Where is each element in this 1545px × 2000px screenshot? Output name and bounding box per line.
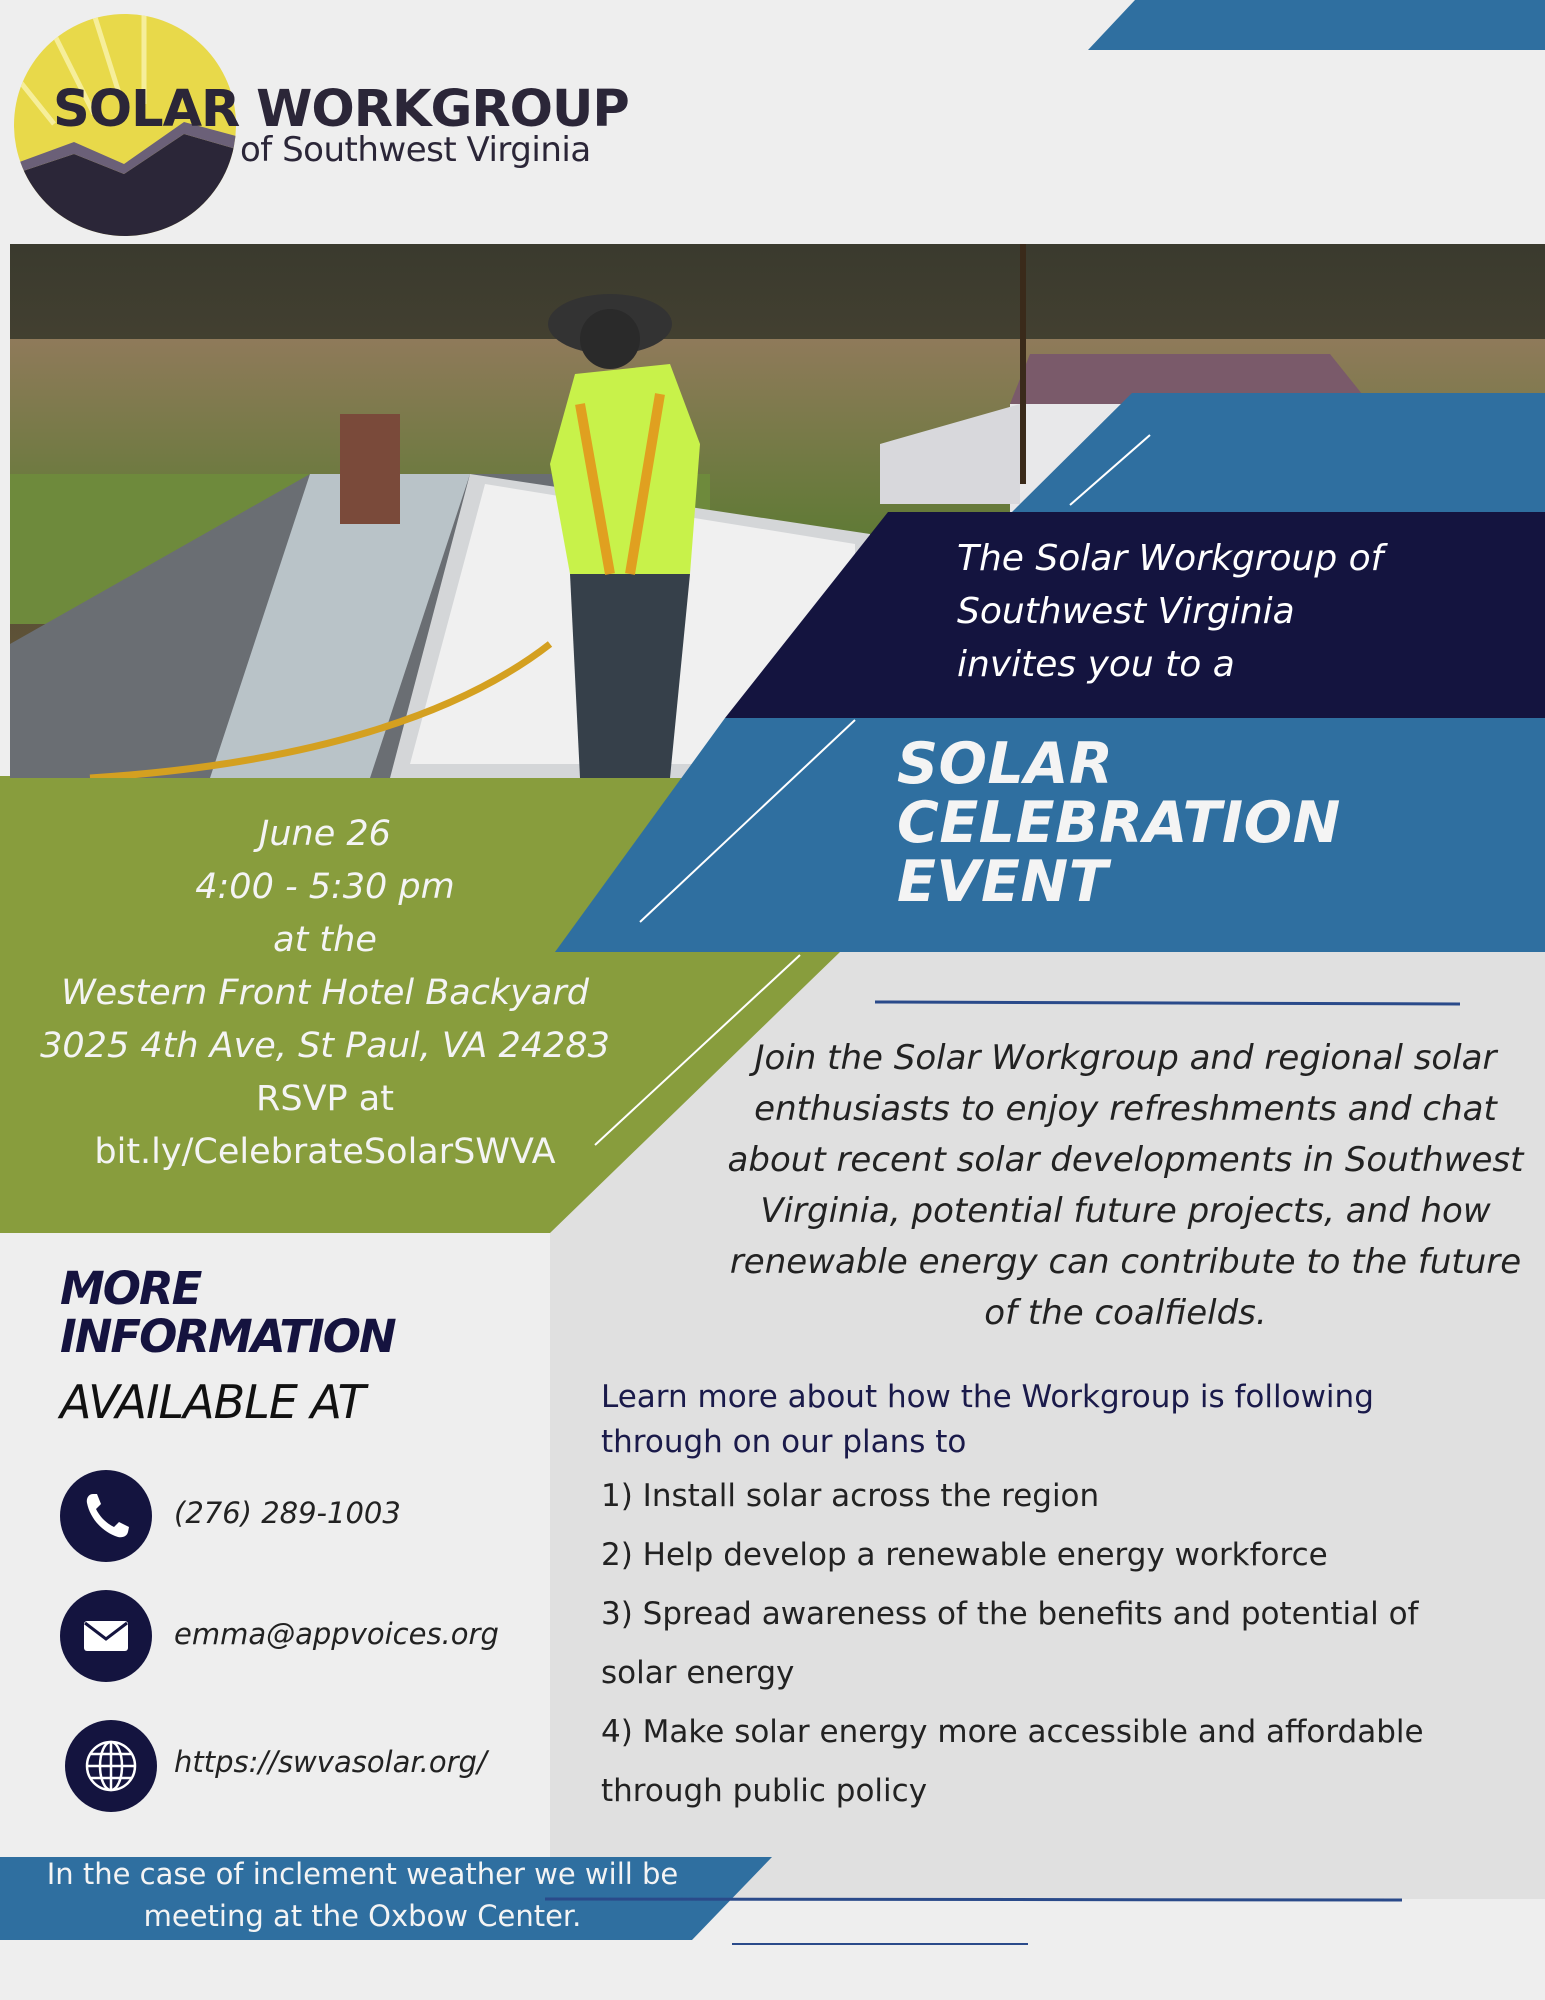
- event-time: 4:00 - 5:30 pm: [195, 867, 455, 907]
- more-info-line: MORE: [60, 1262, 201, 1315]
- invite-line: invites you to a: [957, 644, 1235, 685]
- invite-text: [957, 532, 1517, 691]
- event-details: [10, 808, 640, 1179]
- learn-more-heading: Learn more about how the Workgroup is following through on our plans to: [601, 1379, 1374, 1460]
- more-info-heading: [60, 1262, 395, 1363]
- more-info-line: INFORMATION: [60, 1310, 395, 1363]
- rsvp-link[interactable]: bit.ly/CelebrateSolarSWVA: [94, 1132, 556, 1172]
- plan-item: 3) Spread awareness of the benefits and potential of solar energy: [601, 1596, 1419, 1691]
- event-address: 3025 4th Ave, St Paul, VA 24283: [40, 1026, 610, 1066]
- logo-word-workgroup: WORKGROUP: [256, 80, 629, 139]
- divider-line: [875, 1002, 1460, 1004]
- weather-note: In the case of inclement weather we will be meeting at the Oxbow Center.: [46, 1857, 679, 1933]
- title-line: CELEBRATION: [897, 790, 1341, 856]
- plan-item: 4) Make solar energy more accessible and affordable through public policy: [601, 1714, 1424, 1809]
- website-link[interactable]: https://swvasolar.org/: [174, 1745, 487, 1779]
- invite-line: Southwest Virginia: [957, 591, 1295, 632]
- available-at-label: AVAILABLE AT: [60, 1375, 365, 1429]
- event-at: at the: [273, 920, 377, 960]
- email-address[interactable]: emma@appvoices.org: [174, 1617, 499, 1651]
- title-line: EVENT: [897, 849, 1109, 915]
- invite-line: The Solar Workgroup of: [957, 538, 1384, 579]
- plan-item: 2) Help develop a renewable energy workforce: [601, 1537, 1328, 1573]
- event-venue: Western Front Hotel Backyard: [61, 973, 589, 1013]
- upper-blue-strip: [1012, 393, 1545, 512]
- event-description: Join the Solar Workgroup and regional solar enthusiasts to enjoy refreshments and chat about recent solar developments in Southwest Virginia, potential future projects, and how renewable energy can contribute to the future of the coalfields.: [727, 1038, 1524, 1333]
- phone-icon: [60, 1470, 152, 1562]
- globe-icon: [65, 1720, 157, 1812]
- plans-list: [601, 1467, 1501, 1821]
- title-line: SOLAR: [897, 731, 1114, 797]
- plan-item: 1) Install solar across the region: [601, 1478, 1100, 1514]
- event-title: [897, 731, 1517, 915]
- phone-number[interactable]: (276) 289-1003: [174, 1496, 401, 1530]
- mail-icon: [60, 1590, 152, 1682]
- event-date: June 26: [259, 814, 391, 854]
- rsvp-label: RSVP at: [256, 1079, 394, 1119]
- logo-subtitle: of Southwest Virginia: [240, 130, 591, 170]
- logo-word-solar: SOLAR: [53, 80, 240, 139]
